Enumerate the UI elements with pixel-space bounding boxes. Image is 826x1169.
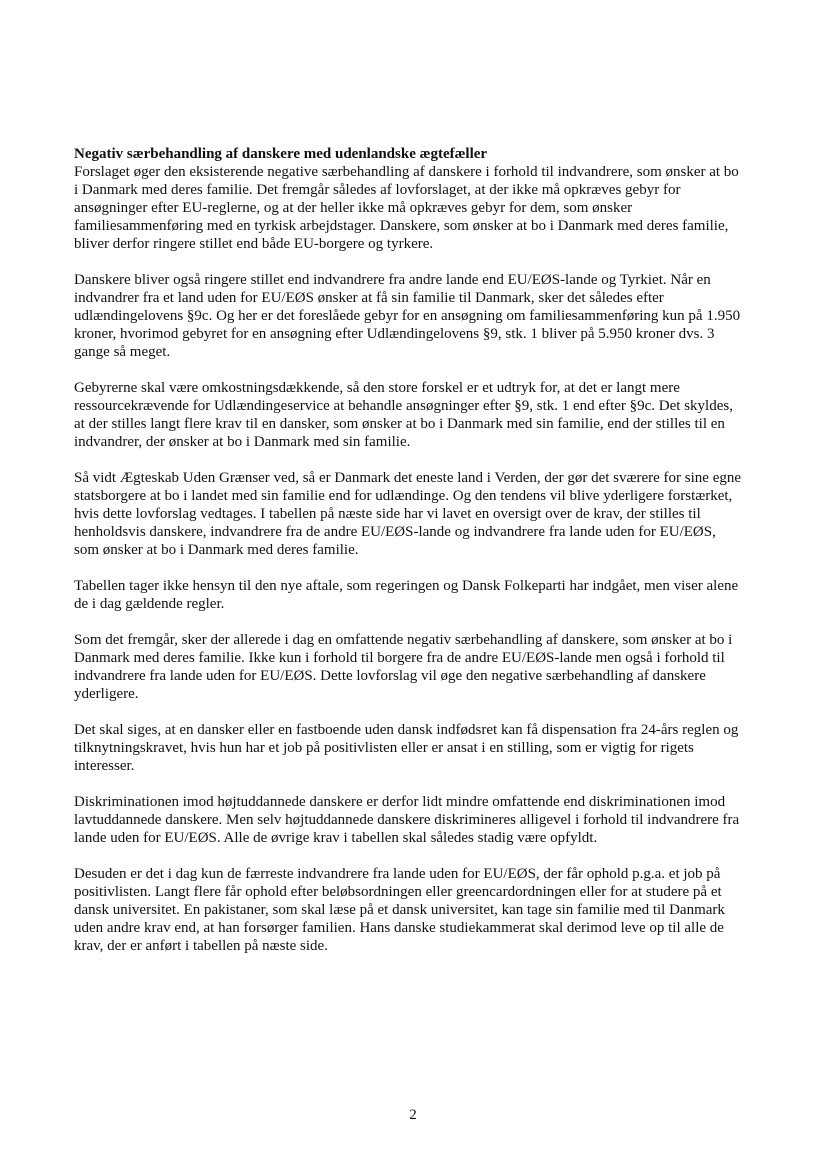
paragraph-5: Tabellen tager ikke hensyn til den nye aftale, som regeringen og Dansk Folkeparti har indgået, men viser alene de i dag gældende regler.: [74, 578, 739, 612]
paragraph-3: Gebyrerne skal være omkostningsdækkende, så den store forskel er et udtryk for, at det er langt mere ressourcekrævende for Udlændingeservice at behandle ansøgninger efter §9, stk. 1 end efter §9c. Det skyldes, at der stilles langt flere krav til en dansker, som ønsker at bo i Danmark med sin familie, end der stilles til en indvandrer, der ønsker at bo i Danmark med sin familie.: [74, 380, 733, 450]
paragraph-1: Forslaget øger den eksisterende negative særbehandling af danskere i forhold til indvandrere, som ønsker at bo i Danmark med deres familie. Det fremgår således af lovforslaget, at der ikke må opkræves gebyr for ansøgninger efter EU-reglerne, og at der heller ikke må opkræves gebyr for dem, som ønsker familiesammenføring med en tyrkisk arbejdstager. Danskere, som ønsker at bo i Danmark med deres familie, bliver derfor ringere stillet end både EU-borgere og tyrkere.: [74, 164, 739, 252]
paragraph-8: Diskriminationen imod højtuddannede danskere er derfor lidt mindre omfattende end diskriminationen imod lavtuddannede danskere. Men selv højtuddannede danskere diskrimineres alligevel i forhold til indvandrere fra lande uden for EU/EØS. Alle de øvrige krav i tabellen skal således stadig være opfyldt.: [74, 794, 740, 846]
page-number: 2: [409, 1107, 417, 1123]
paragraph-9: Desuden er det i dag kun de færreste indvandrere fra lande uden for EU/EØS, der får ophold p.g.a. et job på positivlisten. Langt flere får ophold efter beløbsordningen eller greencardordningen eller for at studere på et dansk universitet. En pakistaner, som skal læse på et dansk universitet, kan tage sin familie med til Danmark uden andre krav end, at han forsørger familien. Hans danske studiekammerat skal derimod leve op til alle de krav, der er anført i tabellen på næste side.: [74, 866, 725, 954]
document-body: [74, 145, 744, 973]
section-heading: Negativ særbehandling af danskere med udenlandske ægtefæller: [74, 146, 488, 162]
paragraph-6: Som det fremgår, sker der allerede i dag en omfattende negativ særbehandling af danskere, som ønsker at bo i Danmark med deres familie. Ikke kun i forhold til borgere fra de andre EU/EØS-lande men også i forhold til indvandrere fra lande uden for EU/EØS. Dette lovforslag vil øge den negative særbehandling af danskere yderligere.: [74, 632, 733, 702]
paragraph-4: Så vidt Ægteskab Uden Grænser ved, så er Danmark det eneste land i Verden, der gør det sværere for sine egne statsborgere at bo i landet med sin familie end for udlændinge. Og den tendens vil blive yderligere forstærket, hvis dette lovforslag vedtages. I tabellen på næste side har vi lavet en oversigt over de krav, der stilles til henholdsvis danskere, indvandrere fra de andre EU/EØS-lande og indvandrere fra lande uden for EU/EØS, som ønsker at bo i Danmark med deres familie.: [74, 470, 742, 558]
paragraph-2: Danskere bliver også ringere stillet end indvandrere fra andre lande end EU/EØS-lande og Tyrkiet. Når en indvandrer fra et land uden for EU/EØS ønsker at få sin familie til Danmark, sker det således efter udlændingelovens §9c. Og her er det foreslåede gebyr for en ansøgning om familiesammenføring kun på 1.950 kroner, hvorimod gebyret for en ansøgning efter Udlændingelovens §9, stk. 1 bliver på 5.950 kroner dvs. 3 gange så meget.: [74, 272, 741, 360]
paragraph-7: Det skal siges, at en dansker eller en fastboende uden dansk indfødsret kan få dispensation fra 24-års reglen og tilknytningskravet, hvis hun har et job på positivlisten eller er ansat i en stilling, som er vigtig for rigets interesser.: [74, 722, 739, 774]
